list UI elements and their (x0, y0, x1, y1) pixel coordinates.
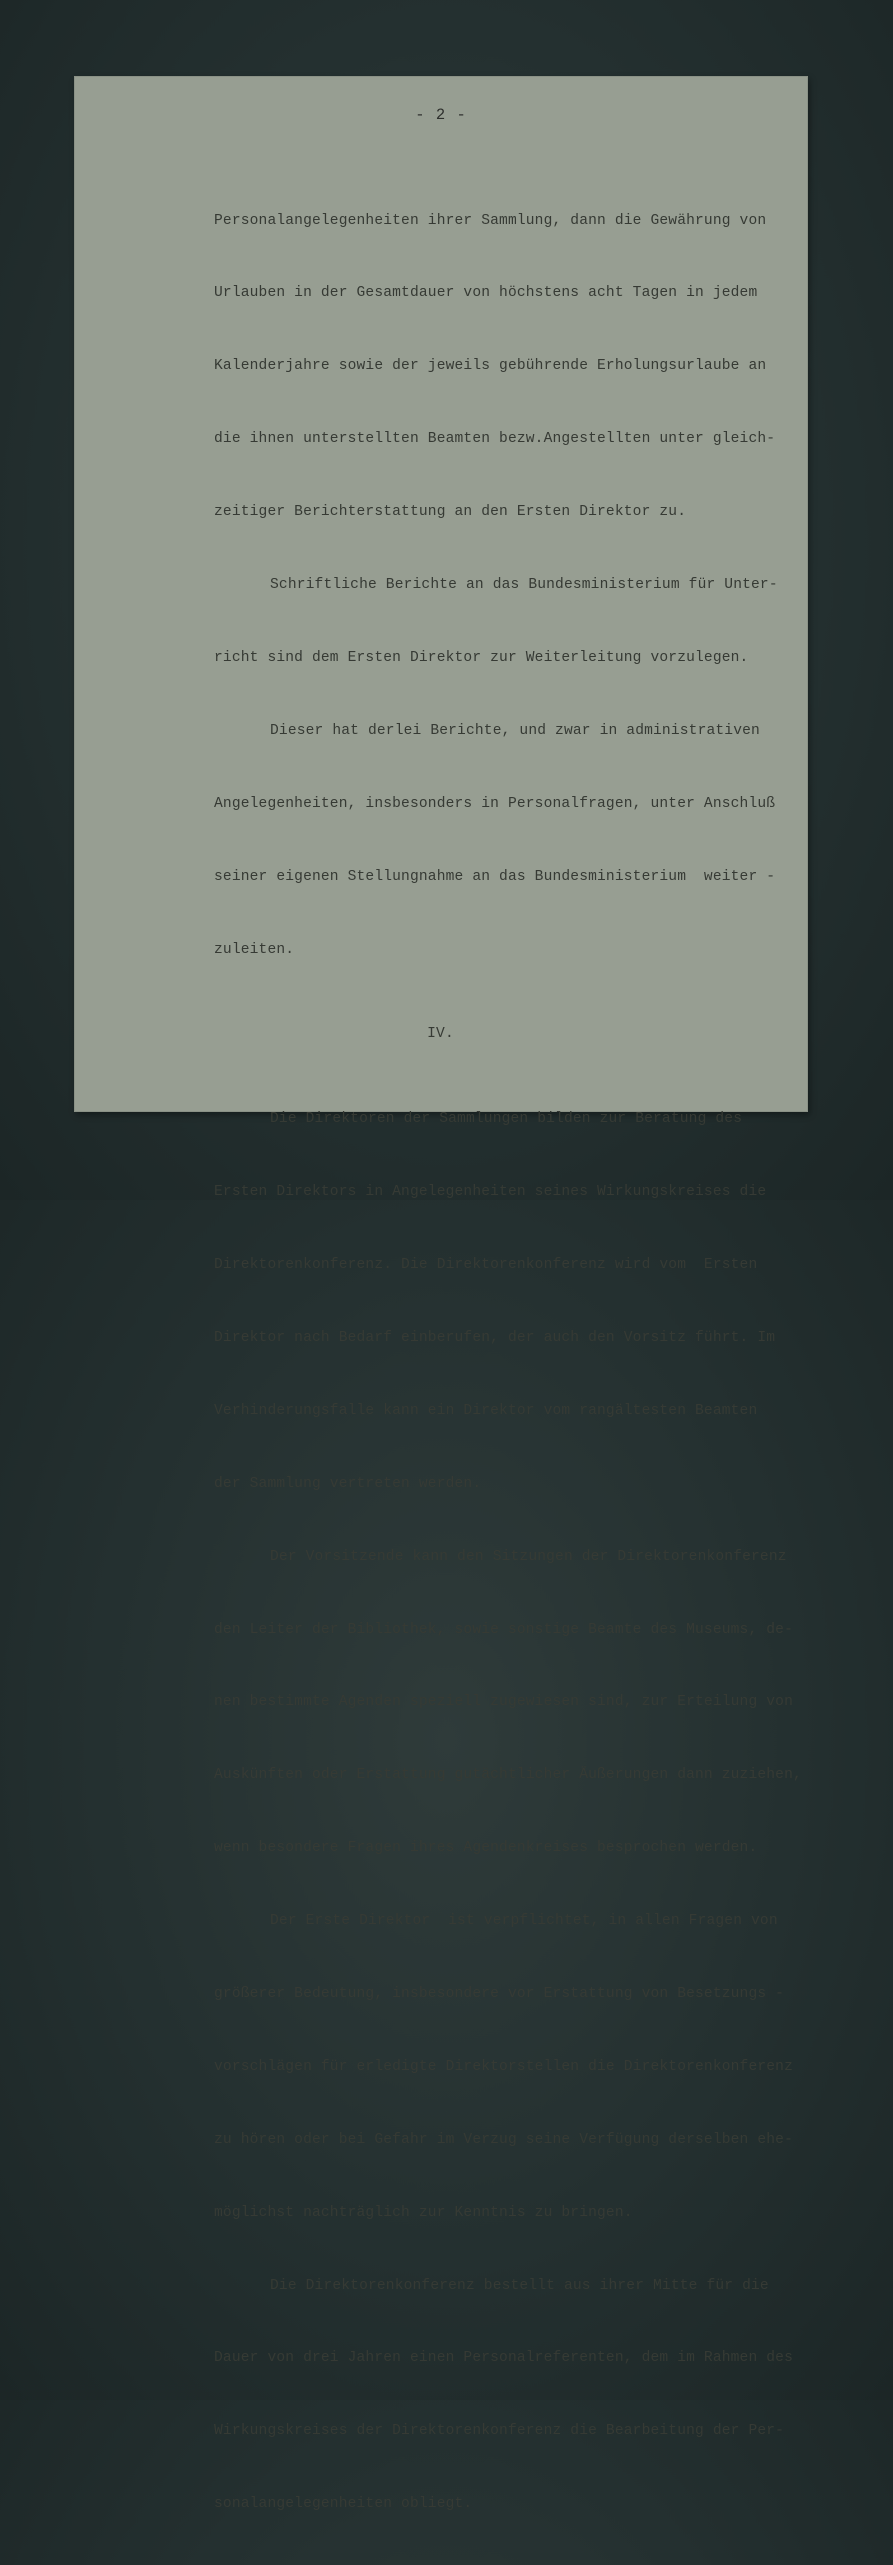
text-line: möglichst nachträglich zur Kenntnis zu bringen. (214, 2204, 633, 2221)
text-line: nen bestimmte Agenden speziell zugewiesen sind, zur Erteilung von (214, 1694, 793, 1711)
text-line: Verhinderungsfalle kann ein Direktor vom rangältesten Beamten (214, 1402, 758, 1419)
text-line: die ihnen unterstellten Beamten bezw.Angestellten unter gleich- (214, 431, 776, 448)
text-line: größerer Bedeutung, insbesondere vor Erstattung von Besetzungs - (214, 1985, 785, 2002)
section-heading: IV. (427, 1026, 454, 1043)
text-line: Ersten Direktors in Angelegenheiten seines Wirkungskreises die (214, 1184, 767, 1201)
text-line: richt sind dem Ersten Direktor zur Weiterleitung vorzulegen. (214, 649, 749, 666)
text-line: vorschlägen für erledigte Direktorstellen die Direktorenkonferenz (214, 2058, 793, 2075)
text-line: Der Vorsitzende kann den Sitzungen der Direktorenkonferenz (270, 1548, 787, 1565)
text-line: zu hören oder bei Gefahr im Verzug seine Verfügung derselben ehe- (214, 2131, 793, 2148)
text-line: den Leiter der Bibliothek, sowie sonstige Beamte des Museums, de- (214, 1621, 793, 1638)
text-line: Auskünften oder Erstattung gutächtlicher Äußerungen dann zuziehen, (214, 1767, 802, 1784)
typewritten-page (74, 76, 808, 2513)
text-line: Direktor nach Bedarf einberufen, der auch den Vorsitz führt. Im (214, 1329, 776, 1346)
text-line: wenn besondere Fragen ihres Agendenkreises besprochen werden. (214, 1840, 758, 1857)
page-number: - 2 - (415, 106, 467, 124)
text-line: Schriftliche Berichte an das Bundesministerium für Unter- (270, 577, 778, 594)
text-line: seiner eigenen Stellungnahme an das Bundesministerium weiter - (214, 868, 776, 885)
text-line: zuleiten. (214, 941, 295, 958)
text-line: Die Direktoren der Sammlungen bilden zur Beratung des (270, 1111, 743, 1128)
text-line: Angelegenheiten, insbesonders in Personalfragen, unter Anschluß (214, 795, 776, 812)
text-line: Wirkungskreises der Direktorenkonferenz die Bearbeitung der Per- (214, 2423, 785, 2440)
text-line: sonalangelegenheiten obliegt. (214, 2496, 473, 2513)
text-line: Der Erste Direktor ist verpflichtet, in allen Fragen von (270, 1913, 778, 1930)
text-line: der Sammlung vertreten werden. (214, 1475, 482, 1492)
text-line: zeitiger Berichterstattung an den Ersten Direktor zu. (214, 504, 687, 521)
text-line: Dieser hat derlei Berichte, und zwar in administrativen (270, 722, 760, 739)
text-line: Kalenderjahre sowie der jeweils gebührende Erholungsurlaube an (214, 358, 767, 375)
text-line: Direktorenkonferenz. Die Direktorenkonferenz wird vom Ersten (214, 1257, 758, 1274)
text-line: Die Direktorenkonferenz bestellt aus ihrer Mitte für die (270, 2277, 769, 2294)
text-line: Urlauben in der Gesamtdauer von höchstens acht Tagen in jedem (214, 285, 758, 302)
document-body (214, 160, 804, 2565)
text-line: Personalangelegenheiten ihrer Sammlung, dann die Gewährung von (214, 212, 767, 229)
text-line: Dauer von drei Jahren einen Personalreferenten, dem im Rahmen des (214, 2350, 793, 2367)
